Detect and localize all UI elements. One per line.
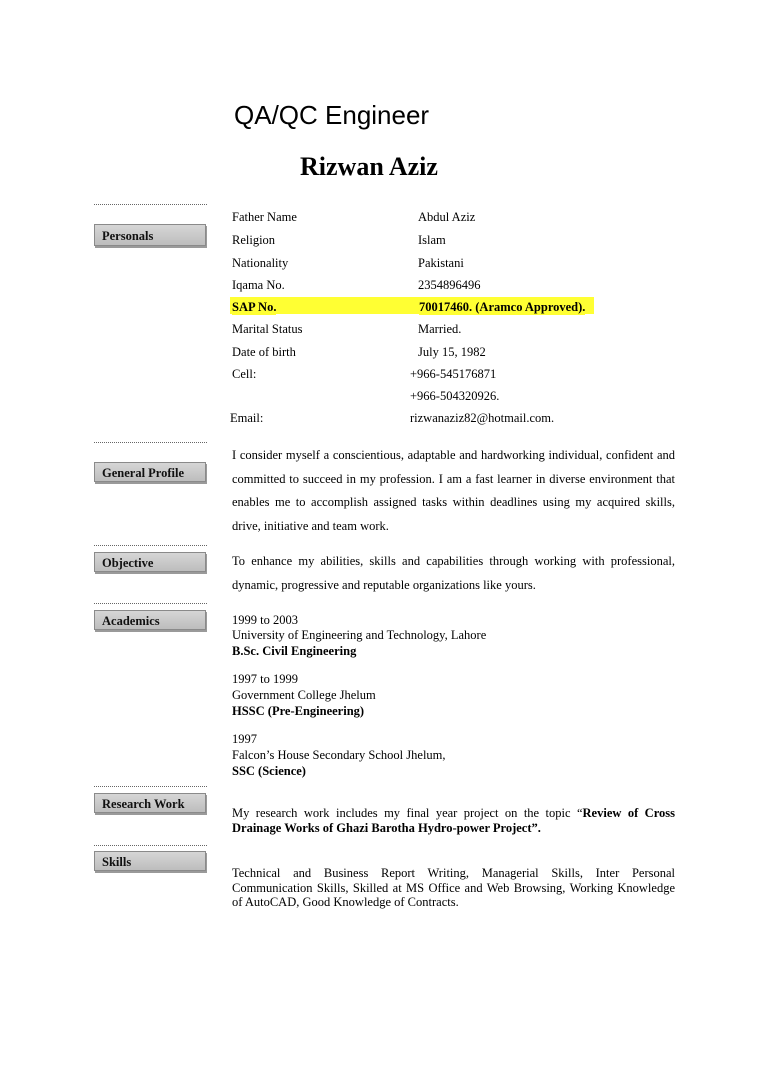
cell-label: Cell: [232,367,257,381]
academic-years: 1997 to 1999 [232,672,298,686]
academic-degree: B.Sc. Civil Engineering [232,644,357,658]
section-label-research-work: Research Work [94,793,206,813]
research-intro: My research work includes my final year project on the topic “ [232,806,583,820]
section-label-skills: Skills [94,851,206,871]
father-name-value: Abdul Aziz [418,210,476,224]
section-label-personals: Personals [94,224,206,246]
email-label: Email: [230,411,264,425]
profile-text: I consider myself a conscientious, adaptable and hardworking individual, confident and committed to succeed in my profession. I am a fast learner in diverse environment that enables me to accomplish assigned tasks within deadlines using my acquired skills, drive, initiative and team work. [232,448,675,533]
iqama-label: Iqama No. [232,278,285,292]
iqama-value: 2354896496 [418,278,481,292]
section-separator [94,603,207,604]
academic-institution: Falcon’s House Secondary School Jhelum, [232,748,446,762]
section-label-objective: Objective [94,552,206,572]
academic-institution: Government College Jhelum [232,688,376,702]
section-label-academics: Academics [94,610,206,630]
candidate-name: Rizwan Aziz [300,152,438,181]
objective-text: To enhance my abilities, skills and capabilities through working with professional, dynamic, progressive and reputable organizations like yours. [232,554,675,592]
cell-value-1: +966-545176871 [410,367,497,381]
section-separator [94,786,207,787]
religion-value: Islam [418,233,446,247]
academic-degree: SSC (Science) [232,764,306,778]
research-topic: Review of Cross Drainage Works of Ghazi Barotha Hydro-power Project”. [232,806,675,835]
sap-value: 70017460. (Aramco Approved). [419,300,586,314]
job-title: QA/QC Engineer [234,100,430,130]
academic-institution: University of Engineering and Technology, Lahore [232,628,487,642]
father-name-label: Father Name [232,210,297,224]
section-separator [94,442,207,443]
section-separator [94,545,207,546]
section-separator [94,845,207,846]
skills-text: Technical and Business Report Writing, Managerial Skills, Inter Personal Communication Skills, Skilled at MS Office and Web Browsing, Working Knowledge of AutoCAD, Good Knowledge of Contracts. [232,866,675,909]
cell-value-2: +966-504320926. [410,389,500,403]
nationality-value: Pakistani [418,256,464,270]
marital-status-value: Married. [418,322,462,336]
dob-value: July 15, 1982 [418,345,486,359]
religion-label: Religion [232,233,276,247]
research-text [232,806,675,835]
academic-degree: HSSC (Pre-Engineering) [232,704,365,718]
academic-years: 1999 to 2003 [232,613,298,627]
section-separator [94,204,207,205]
section-label-general-profile: General Profile [94,462,206,482]
email-value: rizwanaziz82@hotmail.com. [410,411,555,425]
dob-label: Date of birth [232,345,296,359]
sap-label: SAP No. [232,300,277,314]
academic-years: 1997 [232,732,257,746]
nationality-label: Nationality [232,256,289,270]
marital-status-label: Marital Status [232,322,303,336]
